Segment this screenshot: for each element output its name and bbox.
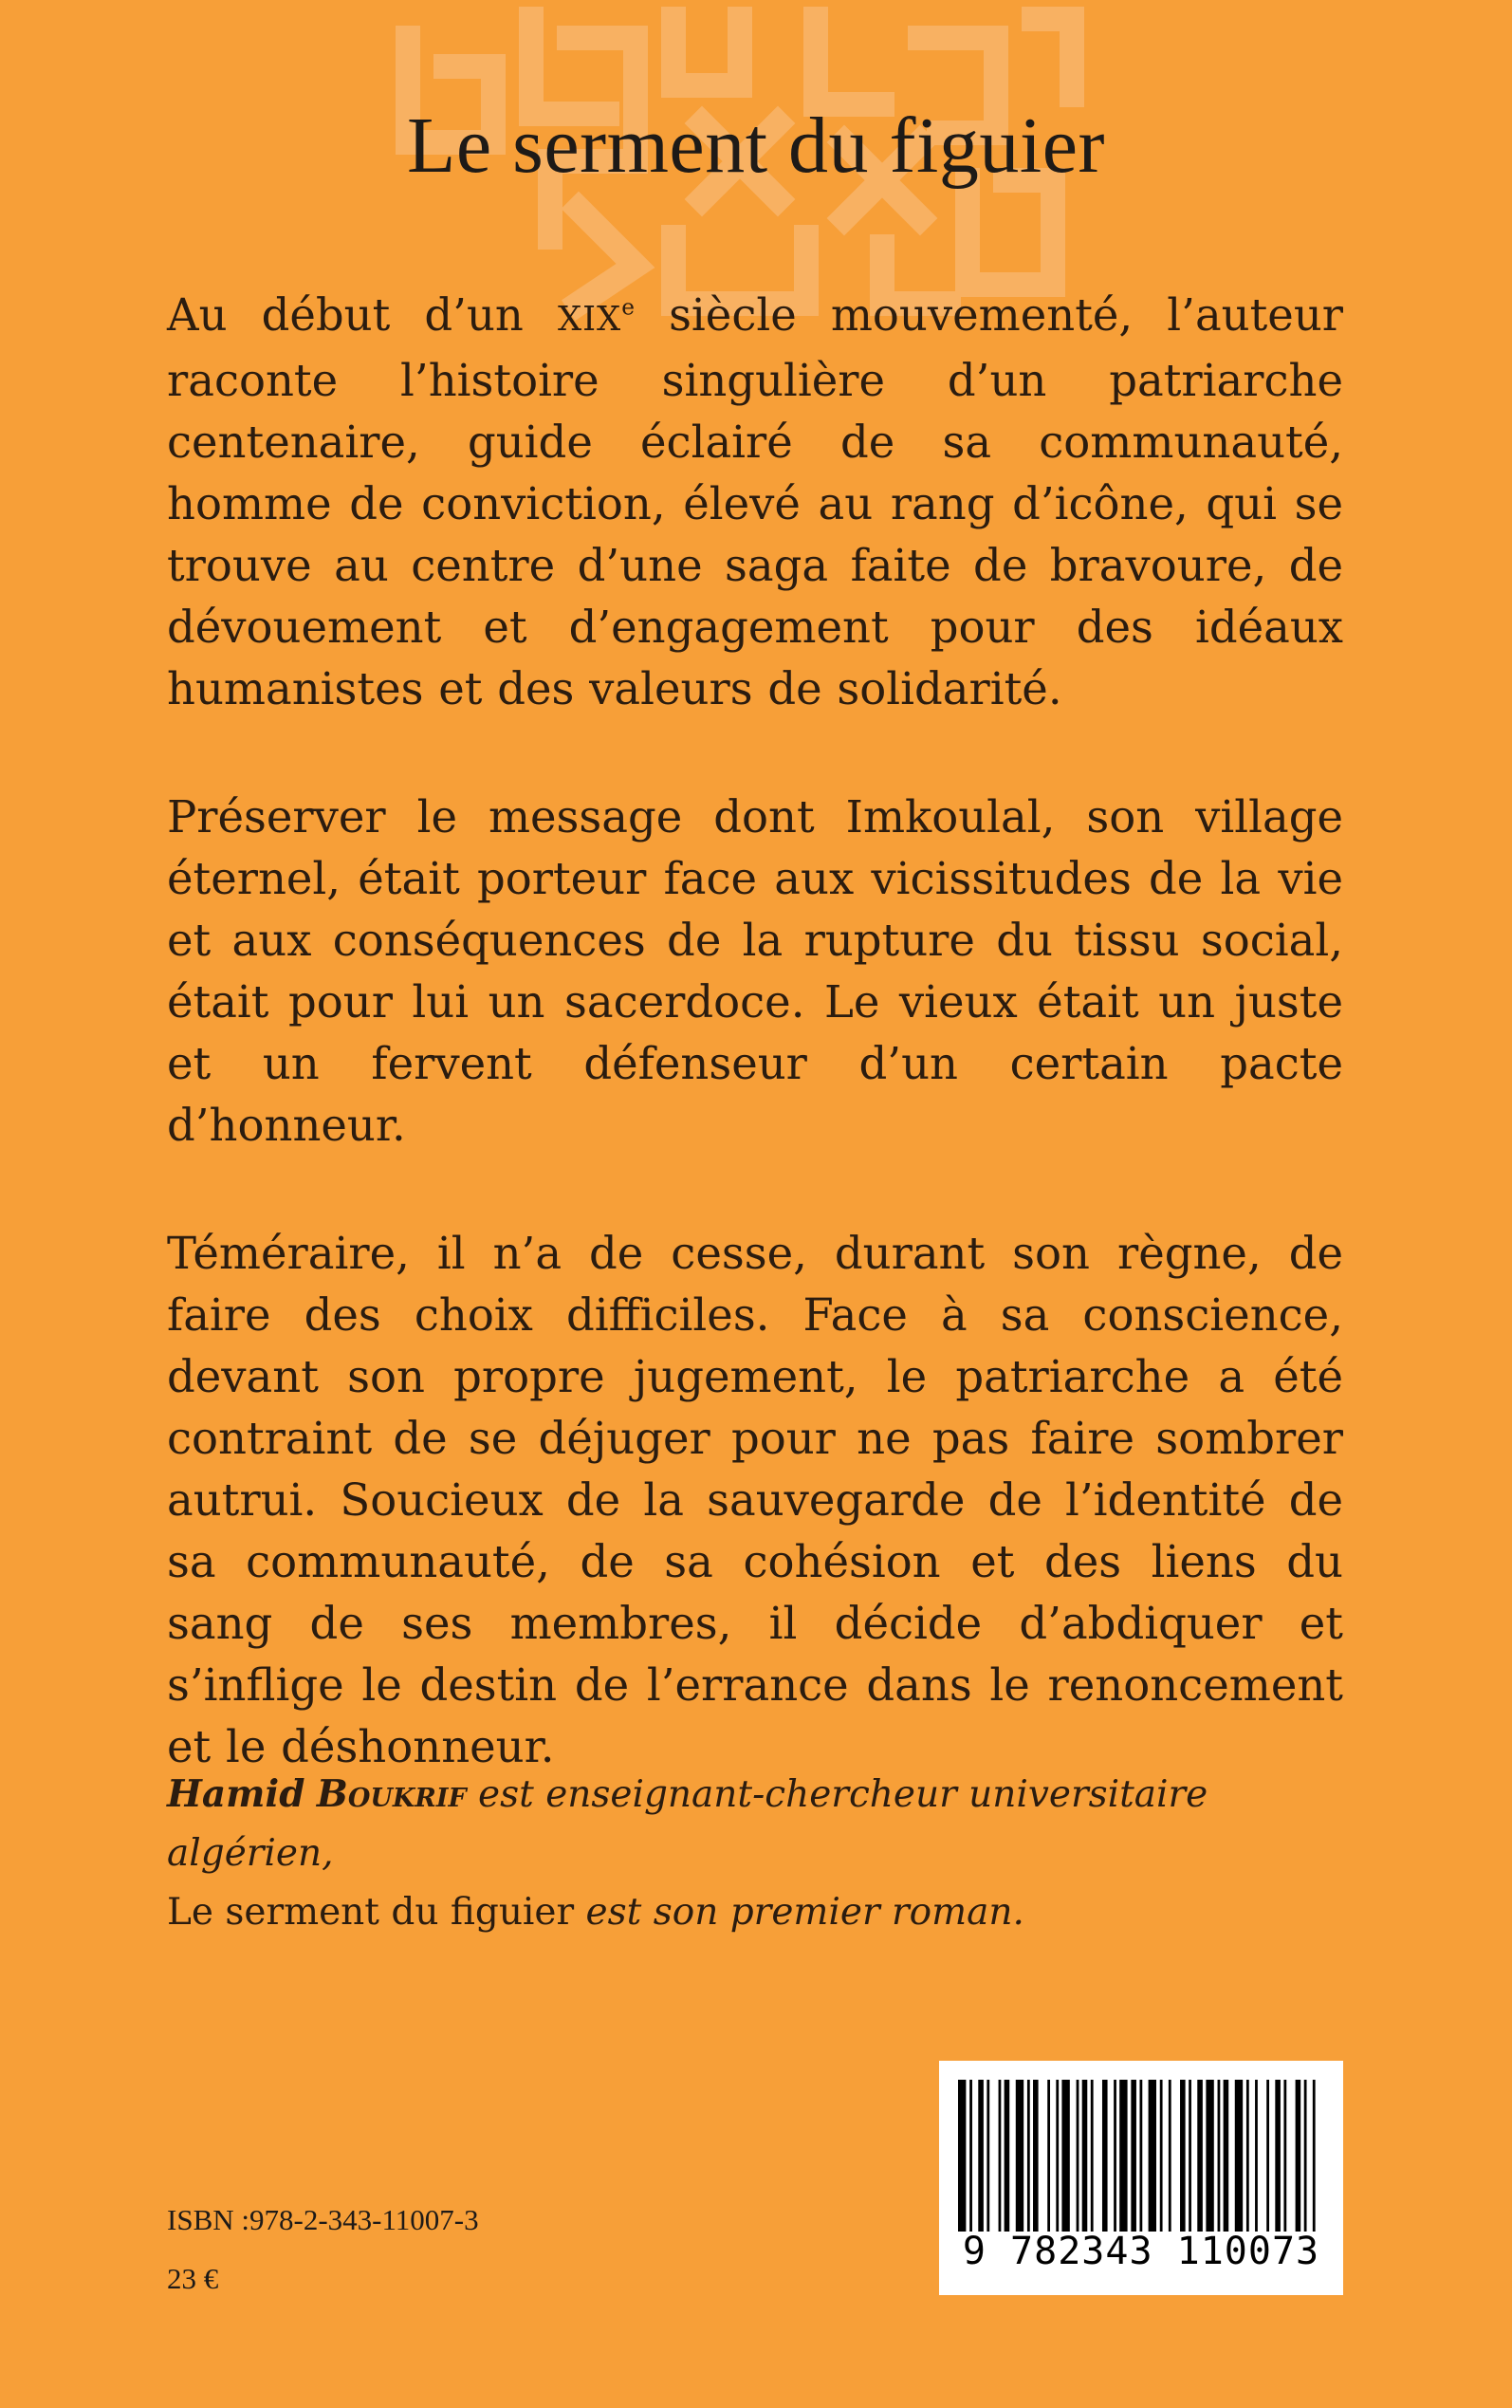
barcode-bar bbox=[1313, 2080, 1316, 2232]
barcode-bar bbox=[1169, 2080, 1171, 2232]
barcode-bar bbox=[1304, 2080, 1307, 2232]
barcode-bar bbox=[1283, 2080, 1286, 2232]
summary-paragraph-3: Téméraire, il n’a de cesse, durant son règne, de faire des choix difficiles. Face à sa conscience, devant son propre jugement, le patriarche a été contraint de se déjuger pour ne pas faire sombrer autrui. Soucieux de la sauvegarde de l’identité de sa communauté, de sa cohésion et des liens du sang de ses membres, il décide d’abdiquer et s’inflige le destin de l’errance dans le renoncement et le déshonneur. bbox=[167, 1228, 1343, 1772]
barcode-bar bbox=[1077, 2080, 1079, 2232]
author-book-reference: Le serment du figuier bbox=[167, 1891, 575, 1934]
barcode-bar bbox=[1033, 2080, 1039, 2232]
barcode-bar bbox=[1224, 2080, 1229, 2232]
barcode-bar bbox=[1246, 2080, 1249, 2232]
author-bio-text: est enseignant-chercheur universitaire algérien, bbox=[167, 1773, 1208, 1875]
summary-paragraph-2: Préserver le message dont Imkoulal, son village éternel, était porteur face aux vicissitudes de la vie et aux conséquences de la rupture du tissu social, était pour lui un sacerdoce. Le vieux était un juste et un fervent défenseur d’un certain pacte d’honneur. bbox=[167, 791, 1343, 1151]
isbn: ISBN :978-2-343-11007-3 bbox=[167, 2203, 479, 2236]
barcode-bar bbox=[1131, 2080, 1136, 2232]
century-numeral: XIX bbox=[557, 300, 622, 339]
barcode-bar bbox=[1061, 2080, 1069, 2232]
barcode-bar bbox=[1255, 2080, 1258, 2232]
barcode-bar bbox=[1266, 2080, 1269, 2232]
barcode-bar bbox=[1296, 2080, 1301, 2232]
barcode bbox=[939, 2061, 1343, 2295]
barcode-bar bbox=[1027, 2080, 1030, 2232]
barcode-bar bbox=[1082, 2080, 1088, 2232]
barcode-bar bbox=[1056, 2080, 1059, 2232]
summary-paragraph-1 bbox=[167, 285, 1343, 720]
author-first-name: Hamid bbox=[167, 1772, 305, 1816]
barcode-bar bbox=[1149, 2080, 1156, 2232]
barcode-bar bbox=[1275, 2080, 1281, 2232]
barcode-bar bbox=[1139, 2080, 1142, 2232]
author-bio-text-2: est son premier roman. bbox=[585, 1891, 1024, 1934]
summary-text bbox=[167, 285, 1343, 1844]
barcode-bar bbox=[1091, 2080, 1094, 2232]
barcode-bar bbox=[969, 2080, 972, 2232]
barcode-bar bbox=[1119, 2080, 1127, 2232]
barcode-bar bbox=[978, 2080, 984, 2232]
author-bio bbox=[167, 1765, 1362, 1942]
barcode-bar bbox=[1160, 2080, 1163, 2232]
summary-p1-rest: siècle mouvementé, l’auteur raconte l’histoire singulière d’un patriarche centenaire, guide éclairé de sa communauté, homme de conviction, élevé au rang d’icône, qui se trouve au centre d’une saga faite de bravoure, de dévouement et d’engagement pour des idéaux humanistes et des valeurs de solidarité. bbox=[167, 289, 1344, 714]
barcode-bar bbox=[958, 2080, 966, 2232]
author-last-name: Boukrif bbox=[316, 1772, 467, 1816]
barcode-bar bbox=[999, 2080, 1002, 2232]
barcode-bar bbox=[1102, 2080, 1108, 2232]
barcode-bar bbox=[1180, 2080, 1186, 2232]
author-bio-line-1 bbox=[167, 1765, 1362, 1883]
barcode-bar bbox=[1206, 2080, 1213, 2232]
price: 23 € bbox=[167, 2262, 219, 2295]
summary-p1-start: Au début d’un bbox=[167, 289, 524, 341]
barcode-bar bbox=[1005, 2080, 1010, 2232]
book-title: Le serment du figuier bbox=[407, 102, 1105, 190]
barcode-bar bbox=[1197, 2080, 1203, 2232]
barcode-bar bbox=[1218, 2080, 1221, 2232]
century-suffix: e bbox=[621, 294, 635, 321]
barcode-bar bbox=[1016, 2080, 1023, 2232]
barcode-bar bbox=[986, 2080, 989, 2232]
barcode-digits: 9 782343 110073 bbox=[962, 2230, 1320, 2273]
barcode-bar bbox=[1189, 2080, 1191, 2232]
author-bio-line-2 bbox=[167, 1883, 1362, 1942]
barcode-bar bbox=[1114, 2080, 1116, 2232]
barcode-icon bbox=[958, 2080, 1324, 2232]
barcode-bar bbox=[1235, 2080, 1243, 2232]
barcode-bar bbox=[1047, 2080, 1050, 2232]
